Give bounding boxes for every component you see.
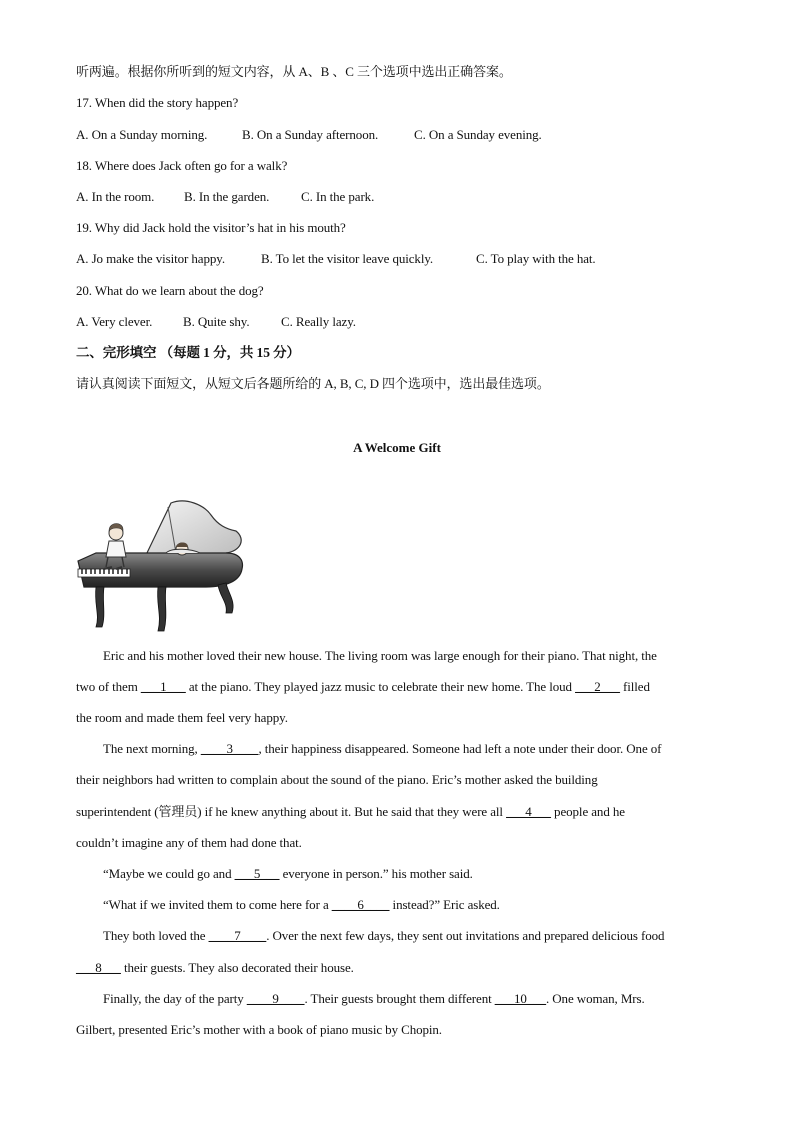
cloze-heading: 二、完形填空 （每题 1 分，共 15 分） [76, 345, 300, 360]
passage-line-3 [76, 710, 288, 726]
passage-text: . Over the next few days, they sent out invitations and prepared delicious food [266, 928, 665, 943]
passage-text: Eric and his mother loved their new house. The living room was large enough for their piano. That night, the [103, 648, 657, 663]
passage-text: everyone in person.” his mother said. [279, 866, 473, 881]
option-17-b: B. On a Sunday afternoon. [242, 127, 379, 142]
blank-8[interactable]: ___8___ [76, 960, 121, 975]
blank-3[interactable]: ____3____ [200, 741, 259, 756]
passage-line-6 [76, 804, 625, 820]
passage-text: Gilbert, presented Eric’s mother with a book of piano music by Chopin. [76, 1022, 442, 1037]
option-17-c: C. On a Sunday evening. [414, 127, 542, 142]
option-19-c: C. To play with the hat. [476, 251, 596, 266]
passage-text: the room and made them feel very happy. [76, 710, 288, 725]
passage-text: The next morning, [103, 741, 201, 756]
passage-text: , their happiness disappeared. Someone had left a note under their door. One of [258, 741, 662, 756]
passage-text: They both loved the [103, 928, 209, 943]
passage-text: people and he [550, 804, 625, 819]
option-18-b: B. In the garden. [184, 189, 270, 204]
passage-text: instead?” Eric asked. [389, 897, 500, 912]
question-19: 19. Why did Jack hold the visitor’s hat in his mouth? [76, 220, 346, 235]
passage-line-7 [76, 835, 302, 851]
blank-4[interactable]: ___4___ [506, 804, 551, 819]
passage-line-9 [103, 897, 500, 913]
passage-line-4 [103, 741, 661, 757]
options-19 [76, 251, 596, 267]
passage-line-12 [103, 991, 645, 1007]
cloze-instruction: 请认真阅读下面短文，从短文后各题所给的 A, B, C, D 四个选项中，选出最佳选项。 [76, 376, 550, 391]
passage-text: . Their guests brought them different [304, 991, 495, 1006]
question-18: 18. Where does Jack often go for a walk? [76, 158, 288, 173]
options-20 [76, 314, 356, 330]
option-19-a: A. Jo make the visitor happy. [76, 251, 225, 266]
blank-1[interactable]: ___1___ [140, 679, 186, 694]
passage-text: at the piano. They played jazz music to celebrate their new home. The loud [185, 679, 576, 694]
passage-line-10 [103, 928, 664, 944]
passage-text: their guests. They also decorated their house. [120, 960, 354, 975]
option-17-a: A. On a Sunday morning. [76, 127, 208, 142]
option-18-a: A. In the room. [76, 189, 155, 204]
passage-line-1 [103, 648, 657, 664]
passage-text: Finally, the day of the party [103, 991, 247, 1006]
listening-instruction: 听两遍。根据你所听到的短文内容，从 A、B 、C 三个选项中选出正确答案。 [76, 64, 512, 79]
passage-line-8 [103, 866, 473, 882]
option-19-b: B. To let the visitor leave quickly. [261, 251, 434, 266]
blank-6[interactable]: ____6____ [331, 897, 390, 912]
option-20-c: C. Really lazy. [281, 314, 356, 329]
passage-text: filled [619, 679, 650, 694]
option-20-a: A. Very clever. [76, 314, 153, 329]
passage-text: their neighbors had written to complain about the sound of the piano. Eric’s mother asked the building [76, 772, 598, 787]
question-17: 17. When did the story happen? [76, 95, 239, 110]
option-18-c: C. In the park. [301, 189, 375, 204]
passage-text: couldn’t imagine any of them had done that. [76, 835, 302, 850]
passage-line-13 [76, 1022, 442, 1038]
blank-7[interactable]: ____7____ [208, 928, 267, 943]
piano-illustration [76, 497, 244, 635]
option-20-b: B. Quite shy. [183, 314, 250, 329]
passage-text: . One woman, Mrs. [545, 991, 645, 1006]
options-17 [76, 127, 542, 143]
question-20: 20. What do we learn about the dog? [76, 283, 264, 298]
passage-text: “What if we invited them to come here for a [103, 897, 332, 912]
passage-line-5 [76, 772, 598, 788]
blank-5[interactable]: ___5___ [234, 866, 280, 881]
passage-line-11 [76, 960, 354, 976]
passage-text: superintendent (管理员) if he knew anything about it. But he said that they were all [76, 804, 507, 819]
passage-text: “Maybe we could go and [103, 866, 235, 881]
blank-10[interactable]: ___10___ [494, 991, 546, 1006]
options-18 [76, 189, 374, 205]
blank-9[interactable]: ____9____ [246, 991, 305, 1006]
blank-2[interactable]: ___2___ [575, 679, 620, 694]
passage-text: two of them [76, 679, 141, 694]
passage-line-2 [76, 679, 650, 695]
passage-title: A Welcome Gift [353, 440, 441, 455]
